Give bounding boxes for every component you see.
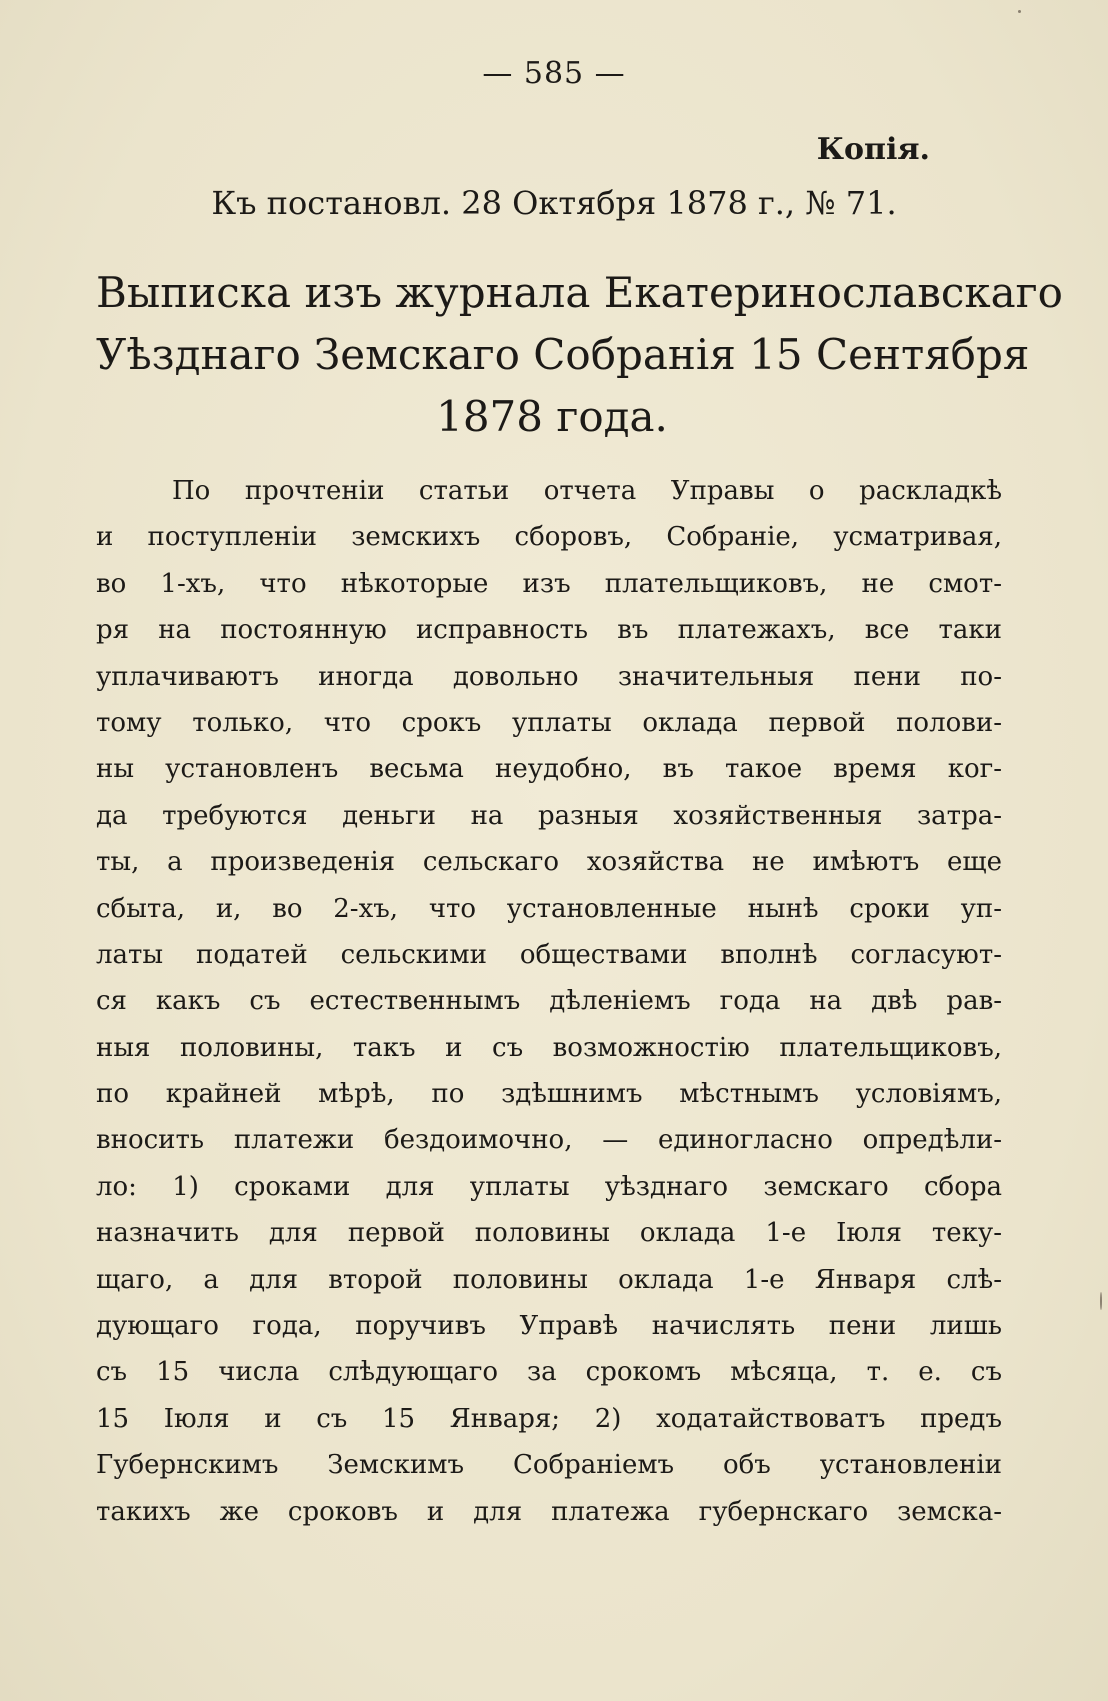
text-line: 15 Іюля и съ 15 Января; 2) ходатайствоватъ предъ (96, 1403, 1002, 1434)
text-line: ны установленъ весьма неудобно, въ такое время ког- (96, 754, 1002, 785)
text-line: назначить для первой половины оклада 1-е Іюля теку- (96, 1218, 1002, 1249)
text-line: уплачиваютъ иногда довольно значительныя пени по- (96, 661, 1002, 692)
text-line: ло: 1) сроками для уплаты уѣзднаго земскаго сбора (96, 1171, 1002, 1202)
body-paragraph (96, 468, 1002, 1535)
text-line: съ 15 числа слѣдующаго за срокомъ мѣсяца, т. е. съ (96, 1357, 1002, 1388)
text-line: щаго, а для второй половины оклада 1-е Января слѣ- (96, 1264, 1002, 1295)
title-line: 1878 года. (436, 392, 668, 441)
text-line: да требуются деньги на разныя хозяйственныя затра- (96, 800, 1002, 831)
paper-speck (1100, 1292, 1102, 1310)
text-line: сбыта, и, во 2-хъ, что установленные нынѣ сроки уп- (96, 893, 1002, 924)
copy-label: Копія. (816, 132, 930, 167)
text-line: Губернскимъ Земскимъ Собраніемъ объ установленіи (96, 1450, 1002, 1481)
text-line: вносить платежи бездоимочно, — единогласно опредѣли- (96, 1125, 1002, 1156)
document-title (96, 262, 1063, 448)
text-line: ныя половины, такъ и съ возможностію плательщиковъ, (96, 1032, 1002, 1063)
title-line: Выписка изъ журнала Екатеринославскаго (96, 268, 1063, 317)
text-line: такихъ же сроковъ и для платежа губернскаго земска- (96, 1496, 1002, 1527)
text-line: По прочтеніи статьи отчета Управы о раскладкѣ (172, 476, 1002, 506)
resolution-reference: Къ постановл. 28 Октября 1878 г., № 71. (211, 184, 897, 222)
text-line: латы податей сельскими обществами вполнѣ согласуют- (96, 939, 1002, 970)
title-line: Уѣзднаго Земскаго Собранія 15 Сентября (96, 330, 1030, 379)
paper-speck (1018, 10, 1021, 13)
text-line: и поступленіи земскихъ сборовъ, Собраніе, усматривая, (96, 522, 1002, 553)
text-line: во 1-хъ, что нѣкоторые изъ плательщиковъ, не смот- (96, 568, 1002, 599)
text-line: ся какъ съ естественнымъ дѣленіемъ года на двѣ рав- (96, 986, 1002, 1017)
text-line: тому только, что срокъ уплаты оклада первой полови- (96, 707, 1002, 738)
text-line: ты, а произведенія сельскаго хозяйства не имѣютъ еще (96, 847, 1002, 878)
text-line: дующаго года, поручивъ Управѣ начислять пени лишь (96, 1311, 1002, 1342)
text-line: ря на постоянную исправность въ платежахъ, все таки (96, 615, 1002, 646)
text-line: по крайней мѣрѣ, по здѣшнимъ мѣстнымъ условіямъ, (96, 1079, 1002, 1110)
page-number: — 585 — (482, 56, 626, 91)
